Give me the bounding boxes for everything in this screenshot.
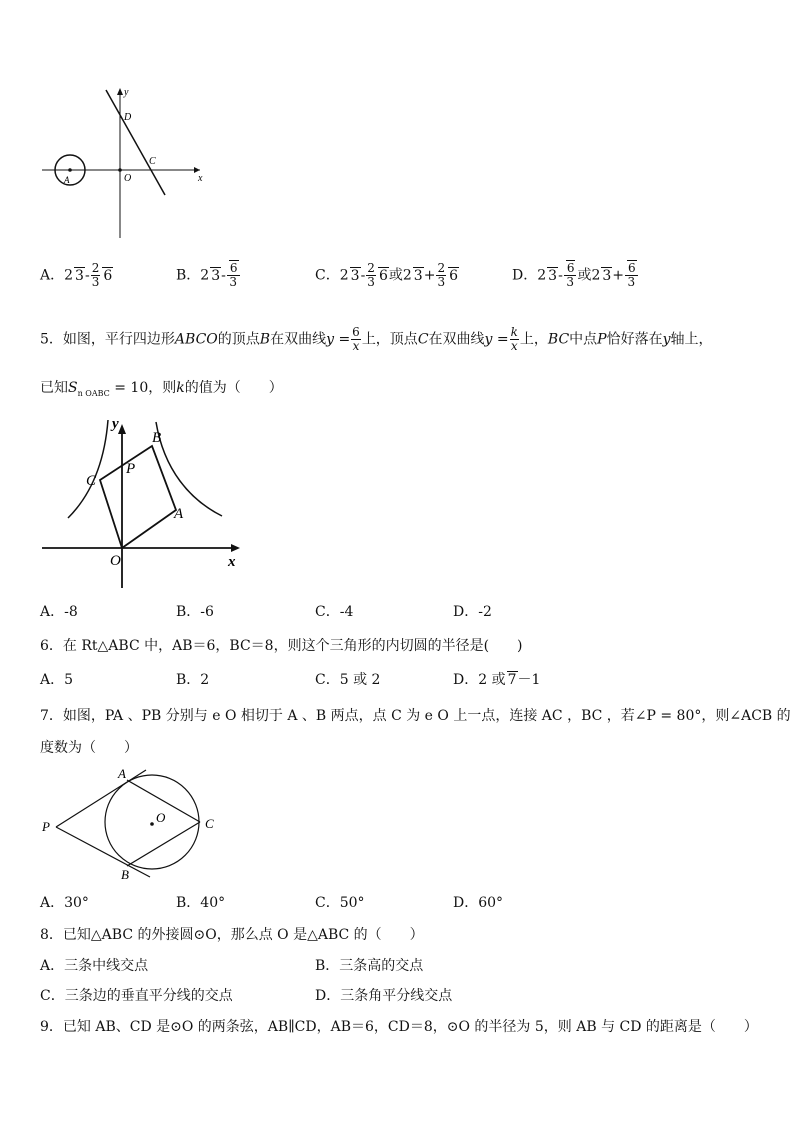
q5-option-c[interactable]: C．-4 [315,604,354,620]
q6-option-a[interactable]: A．5 [40,672,74,688]
fig7-label-P: P [42,819,50,834]
q7-stem-line1: 7．如图，PA 、PB 分别与 e O 相切于 A 、B 两点，点 C 为 e O 上一点，连接 AC ，BC ，若∠P = 80°，则∠ACB 的 [40,708,791,724]
q5-stem-line2: 已知$S_{n OABC} = 10$，则k的值为（ ） [40,380,283,398]
q5-option-b[interactable]: B．-6 [176,604,214,620]
q7-option-a[interactable]: A．30° [40,895,89,911]
q8-stem: 8．已知△ABC 的外接圆⊙O，那么点 O 是△ABC 的（ ） [40,927,424,943]
q8-option-a[interactable]: A．三条中线交点 [40,958,149,974]
q5-stem-line1: 5．如图，平行四边形ABCO的顶点B在双曲线y = $\frac{6}{x}$ 上，顶点C在双曲线y = $\frac{k}{x}$ 上，BC中点P恰好落在y轴上， [40,325,713,353]
fig5-label-B: B [152,430,162,446]
fig7-label-O: O [156,810,166,825]
q4-option-a[interactable]: A．2 3- $\frac{2}{3}$ 6 [40,261,113,289]
q9-stem: 9．已知 AB、CD 是⊙O 的两条弦，AB∥CD，AB＝6，CD＝8，⊙O 的半径为 5，则 AB 与 CD 的距离是（ ） [40,1019,758,1035]
q8-option-c[interactable]: C．三条边的垂直平分线的交点 [40,988,233,1004]
q7-option-b[interactable]: B．40° [176,895,226,911]
q7-option-d[interactable]: D．60° [453,895,504,911]
fig7-label-C: C [205,816,214,831]
q7-stem-line2: 度数为（ ） [40,740,138,756]
q7-option-c[interactable]: C．50° [315,895,365,911]
fig5-label-y: y [112,416,119,432]
fig4-label-D: D [124,112,132,123]
fig5-label-x: x [228,554,236,570]
q5-option-d[interactable]: D．-2 [453,604,492,620]
fig4-label-O: O [124,173,132,184]
fig5-label-A: A [174,506,184,522]
fig5-label-P: P [126,461,136,477]
q4-option-c[interactable]: C．2 3- $\frac{2}{3}$ 6或2 3+ $\frac{2}{3}$ 6 [315,261,458,289]
q4-option-b[interactable]: B．2 3- $\frac{6}{3}$ [176,261,238,289]
fig4-label-C: C [149,156,156,167]
q8-option-d[interactable]: D．三条角平分线交点 [315,988,453,1004]
q6-option-b[interactable]: B．2 [176,672,210,688]
q6-option-d[interactable]: D．2 或 7－1 [453,672,541,688]
fig4-label-y: y [124,87,129,98]
fig5-label-C: C [86,473,97,489]
fig4-label-x: x [198,173,203,184]
q6-option-c[interactable]: C．5 或 2 [315,672,381,688]
fig5-label-O: O [110,553,121,569]
fig7-label-B: B [121,867,129,882]
fig4-label-A: A [64,175,70,185]
q8-option-b[interactable]: B．三条高的交点 [315,958,424,974]
q4-option-d[interactable]: D．2 3- $\frac{6}{3}$ 或2 3+ $\frac{6}{3}$ [512,261,636,289]
q6-stem: 6．在 Rt△ABC 中，AB＝6，BC＝8，则这个三角形的内切圆的半径是( ) [40,638,523,654]
fig7-label-A: A [118,766,126,781]
q5-option-a[interactable]: A．-8 [40,604,78,620]
